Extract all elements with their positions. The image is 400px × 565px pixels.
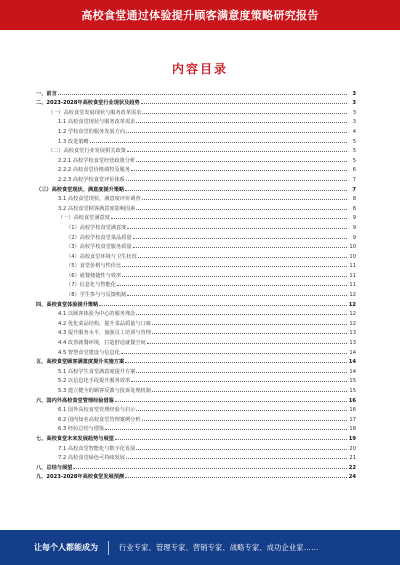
toc-page-number: 3 [352, 109, 356, 116]
toc-page-number: 21 [349, 455, 356, 462]
toc-leader-dots [152, 391, 347, 392]
toc-leader-dots [117, 285, 347, 286]
toc-leader-dots [152, 324, 347, 325]
toc-leader-dots [136, 161, 347, 162]
toc-entry[interactable] [36, 384, 356, 394]
toc-entry[interactable] [36, 442, 356, 452]
toc-entry[interactable] [36, 106, 356, 116]
toc-entry-label: （7）信息化与智能化 [66, 282, 116, 289]
toc-entry-label: （二）高校食堂行业发展相关政策 [48, 148, 126, 155]
toc-leader-dots [136, 314, 347, 315]
toc-page-number: 20 [349, 445, 356, 452]
toc-page-number: 16 [348, 397, 356, 404]
toc-page-number: 6 [352, 167, 356, 174]
toc-entry[interactable] [36, 116, 356, 126]
toc-entry[interactable] [36, 288, 356, 298]
toc-entry-label: 5.3 建立健全的顾客反馈与投诉处理机制 [58, 388, 151, 394]
toc-leader-dots [99, 305, 347, 306]
toc-entry-label: 一、前言 [36, 90, 57, 97]
toc-leader-dots [133, 238, 347, 239]
toc-entry-label: 4.3 提升服务水平，加强员工培训与管理 [58, 330, 151, 337]
toc-entry[interactable] [36, 346, 356, 356]
toc-page [0, 30, 400, 530]
toc-entry-label: 3.2 高校食堂顾客满意度影响因素 [58, 205, 136, 212]
toc-page-number: 22 [348, 464, 356, 471]
toc-entry[interactable] [36, 269, 356, 279]
toc-entry[interactable] [36, 308, 356, 318]
toc-entry-label: 2.2.1 高校学校食堂经营政策分析 [58, 157, 136, 164]
toc-leader-dots [142, 420, 347, 421]
toc-entry[interactable] [36, 231, 356, 241]
toc-entry-label: 4.4 改善就餐环境，打造舒适就餐空间 [58, 340, 146, 347]
toc-leader-dots [142, 199, 347, 200]
toc-leader-dots [131, 170, 347, 171]
toc-entry-label: 5.1 高校学生食堂满意度提升方案 [58, 368, 136, 375]
toc-entry[interactable] [36, 202, 356, 212]
toc-entry-label: 5.2 以信息化手段提升服务效率 [58, 378, 131, 385]
toc-entry[interactable] [36, 461, 356, 471]
toc-entry[interactable] [36, 183, 356, 193]
toc-entry[interactable] [36, 87, 356, 97]
toc-page-number: 4 [352, 128, 356, 135]
toc-page-number: 14 [349, 368, 356, 375]
toc-entry[interactable] [36, 394, 356, 404]
toc-page-number: 17 [349, 416, 356, 423]
toc-leader-dots [73, 468, 347, 469]
toc-page-number: 24 [348, 474, 356, 481]
table-of-contents [36, 87, 356, 480]
toc-entry-label: 九、2023-2028年高校食堂发展预测 [36, 474, 125, 481]
toc-entry[interactable] [36, 193, 356, 203]
toc-entry[interactable] [36, 317, 356, 327]
toc-leader-dots [122, 276, 347, 277]
toc-entry[interactable] [36, 241, 356, 251]
toc-page-number: 15 [349, 378, 356, 385]
toc-page-number: 15 [349, 388, 356, 394]
toc-entry[interactable] [36, 404, 356, 414]
toc-page-number: 8 [352, 196, 356, 203]
toc-entry-label: （6）就餐便捷性与效率 [66, 272, 122, 279]
toc-entry[interactable] [36, 413, 356, 423]
toc-page-number: 11 [349, 282, 356, 289]
toc-entry-label: （3）高校学校食堂服务质量 [66, 244, 132, 251]
toc-heading: 内容目录 [171, 62, 228, 76]
toc-leader-dots [115, 439, 347, 440]
toc-leader-dots [127, 151, 347, 152]
toc-entry-label: （一）高校食堂满意度 [58, 215, 110, 222]
toc-leader-dots [131, 381, 347, 382]
toc-page-number: 14 [348, 359, 356, 366]
toc-page-number: 18 [349, 426, 356, 433]
toc-page-number: 11 [349, 263, 356, 270]
toc-page-number: 7 [352, 176, 356, 183]
toc-entry-label: 七、高校食堂未来发展趋势与展望 [36, 435, 114, 442]
toc-entry-label: 4.5 智慧食堂建设与信息化 [58, 349, 120, 356]
toc-leader-dots [127, 228, 347, 229]
toc-entry[interactable] [36, 125, 356, 135]
toc-leader-dots [152, 333, 347, 334]
toc-leader-dots [136, 410, 347, 411]
toc-entry[interactable] [36, 221, 356, 231]
toc-leader-dots [58, 94, 347, 95]
toc-entry-label: 八、总结与展望 [36, 464, 73, 471]
toc-entry-label: 6.3 经验总结与借鉴 [58, 426, 105, 433]
toc-entry[interactable] [36, 250, 356, 260]
toc-leader-dots [121, 353, 347, 354]
toc-page-number: 10 [349, 253, 356, 260]
toc-entry[interactable] [36, 135, 356, 145]
toc-page-number: 13 [349, 330, 356, 337]
toc-entry-label: 五、高校食堂顾客满意度提升实施方案 [36, 359, 125, 366]
toc-page-number: 10 [349, 244, 356, 251]
toc-entry-label: 2.2.3 高校学校食堂评价体系 [58, 176, 125, 183]
report-title: 高校食堂通过体验提升顾客满意度策略研究报告 [81, 9, 319, 22]
toc-entry[interactable] [36, 173, 356, 183]
toc-leader-dots [141, 103, 347, 104]
toc-page-number: 12 [349, 311, 356, 318]
toc-entry[interactable] [36, 375, 356, 385]
toc-page-number: 9 [352, 215, 356, 222]
toc-page-number: 3 [352, 90, 356, 97]
toc-leader-dots [136, 372, 347, 373]
toc-leader-dots [111, 218, 347, 219]
footer-divider [108, 541, 109, 555]
toc-leader-dots [125, 477, 347, 478]
toc-entry-label: 1.3 改进策略 [58, 138, 89, 145]
toc-leader-dots [122, 266, 347, 267]
toc-leader-dots [125, 362, 347, 363]
toc-page-number: 12 [349, 320, 356, 327]
toc-leader-dots [133, 247, 347, 248]
toc-entry-label: 6.2 国内知名高校食堂管理案例分析 [58, 416, 141, 423]
toc-entry[interactable] [36, 164, 356, 174]
toc-entry[interactable] [36, 452, 356, 462]
toc-entry[interactable] [36, 432, 356, 442]
toc-entry-label: 3.1 高校食堂现状、满意度评价调查 [58, 196, 141, 203]
toc-leader-dots [136, 122, 347, 123]
toc-entry[interactable] [36, 97, 356, 107]
toc-entry-label: （1）高校学校食堂满意度 [66, 224, 127, 231]
toc-page-number: 13 [349, 340, 356, 347]
toc-entry-label: 2.2.2 高校食堂价格调控及服务 [58, 167, 130, 174]
toc-leader-dots [105, 429, 347, 430]
report-footer [0, 530, 400, 565]
toc-leader-dots [136, 449, 347, 450]
toc-leader-dots [142, 113, 347, 114]
toc-entry-label: 4.1 以顾客体验为中心的服务理念 [58, 311, 136, 318]
toc-leader-dots [125, 190, 347, 191]
toc-entry-label: 4.2 优化菜品结构，提升菜品质量与口味 [58, 320, 151, 327]
toc-entry[interactable] [36, 423, 356, 433]
toc-leader-dots [126, 132, 347, 133]
toc-leader-dots [127, 295, 347, 296]
toc-page-number: 12 [349, 292, 356, 299]
toc-leader-dots [138, 257, 347, 258]
toc-page-number: 3 [352, 100, 356, 107]
toc-page-number: 5 [352, 148, 356, 155]
toc-leader-dots [115, 401, 347, 402]
toc-page-number: 16 [349, 407, 356, 414]
toc-page-number: 8 [352, 205, 356, 212]
toc-entry[interactable] [36, 327, 356, 337]
toc-leader-dots [90, 142, 347, 143]
toc-entry-label: 四、高校食堂体验提升策略 [36, 301, 99, 308]
toc-entry-label: 6.1 国外高校食堂管理经验与启示 [58, 407, 136, 414]
toc-entry[interactable] [36, 356, 356, 366]
report-header [0, 0, 400, 30]
toc-entry-label: （5）食堂价格与性价比 [66, 263, 122, 270]
toc-entry-label: 二、2023-2028年高校食堂行业现状及趋势 [36, 100, 140, 107]
toc-entry[interactable] [36, 260, 356, 270]
toc-entry-label: （8）学生参与与反馈机制 [66, 292, 127, 299]
toc-page-number: 9 [352, 234, 356, 241]
toc-page-number: 11 [349, 272, 356, 279]
toc-page-number: 12 [348, 301, 356, 308]
toc-entry-label: 7.2 高校食堂绿色可持续发展 [58, 455, 125, 462]
toc-leader-dots [147, 343, 347, 344]
toc-entry[interactable] [36, 279, 356, 289]
toc-entry[interactable] [36, 154, 356, 164]
toc-page-number: 14 [349, 349, 356, 356]
toc-leader-dots [136, 209, 347, 210]
toc-entry[interactable] [36, 336, 356, 346]
toc-entry[interactable] [36, 365, 356, 375]
toc-page-number: 5 [352, 157, 356, 164]
toc-entry[interactable] [36, 471, 356, 481]
toc-page-number: 5 [352, 138, 356, 145]
toc-entry[interactable] [36, 145, 356, 155]
toc-page-number: 3 [352, 119, 356, 126]
toc-entry-label: （一）高校食堂发展现状与服务改革需求 [48, 109, 142, 116]
toc-entry[interactable] [36, 298, 356, 308]
toc-page-number: 9 [352, 224, 356, 231]
toc-leader-dots [126, 180, 347, 181]
toc-entry-label: （三）高校食堂现状、满意度提升策略 [36, 186, 125, 193]
toc-entry-label: 7.1 高校食堂智能化与数字化发展 [58, 445, 136, 452]
footer-tagline: 行业专家、管理专家、营销专家、战略专家、成功企业家…… [119, 542, 319, 552]
toc-entry-label: 1.1 高校食堂现状与服务改革需求 [58, 119, 136, 126]
toc-leader-dots [126, 458, 347, 459]
footer-slogan: 让每个人都能成为 [34, 543, 98, 552]
toc-entry[interactable] [36, 212, 356, 222]
toc-entry-label: 六、国内外高校食堂管理经验借鉴 [36, 397, 114, 404]
toc-entry-label: （4）高校食堂环境与卫生状况 [66, 253, 137, 260]
toc-page-number: 7 [352, 186, 356, 193]
toc-entry-label: 1.2 学校食堂的服务发展方向 [58, 128, 125, 135]
toc-entry-label: （2）高校学校食堂菜品质量 [66, 234, 132, 241]
toc-page-number: 19 [348, 435, 356, 442]
